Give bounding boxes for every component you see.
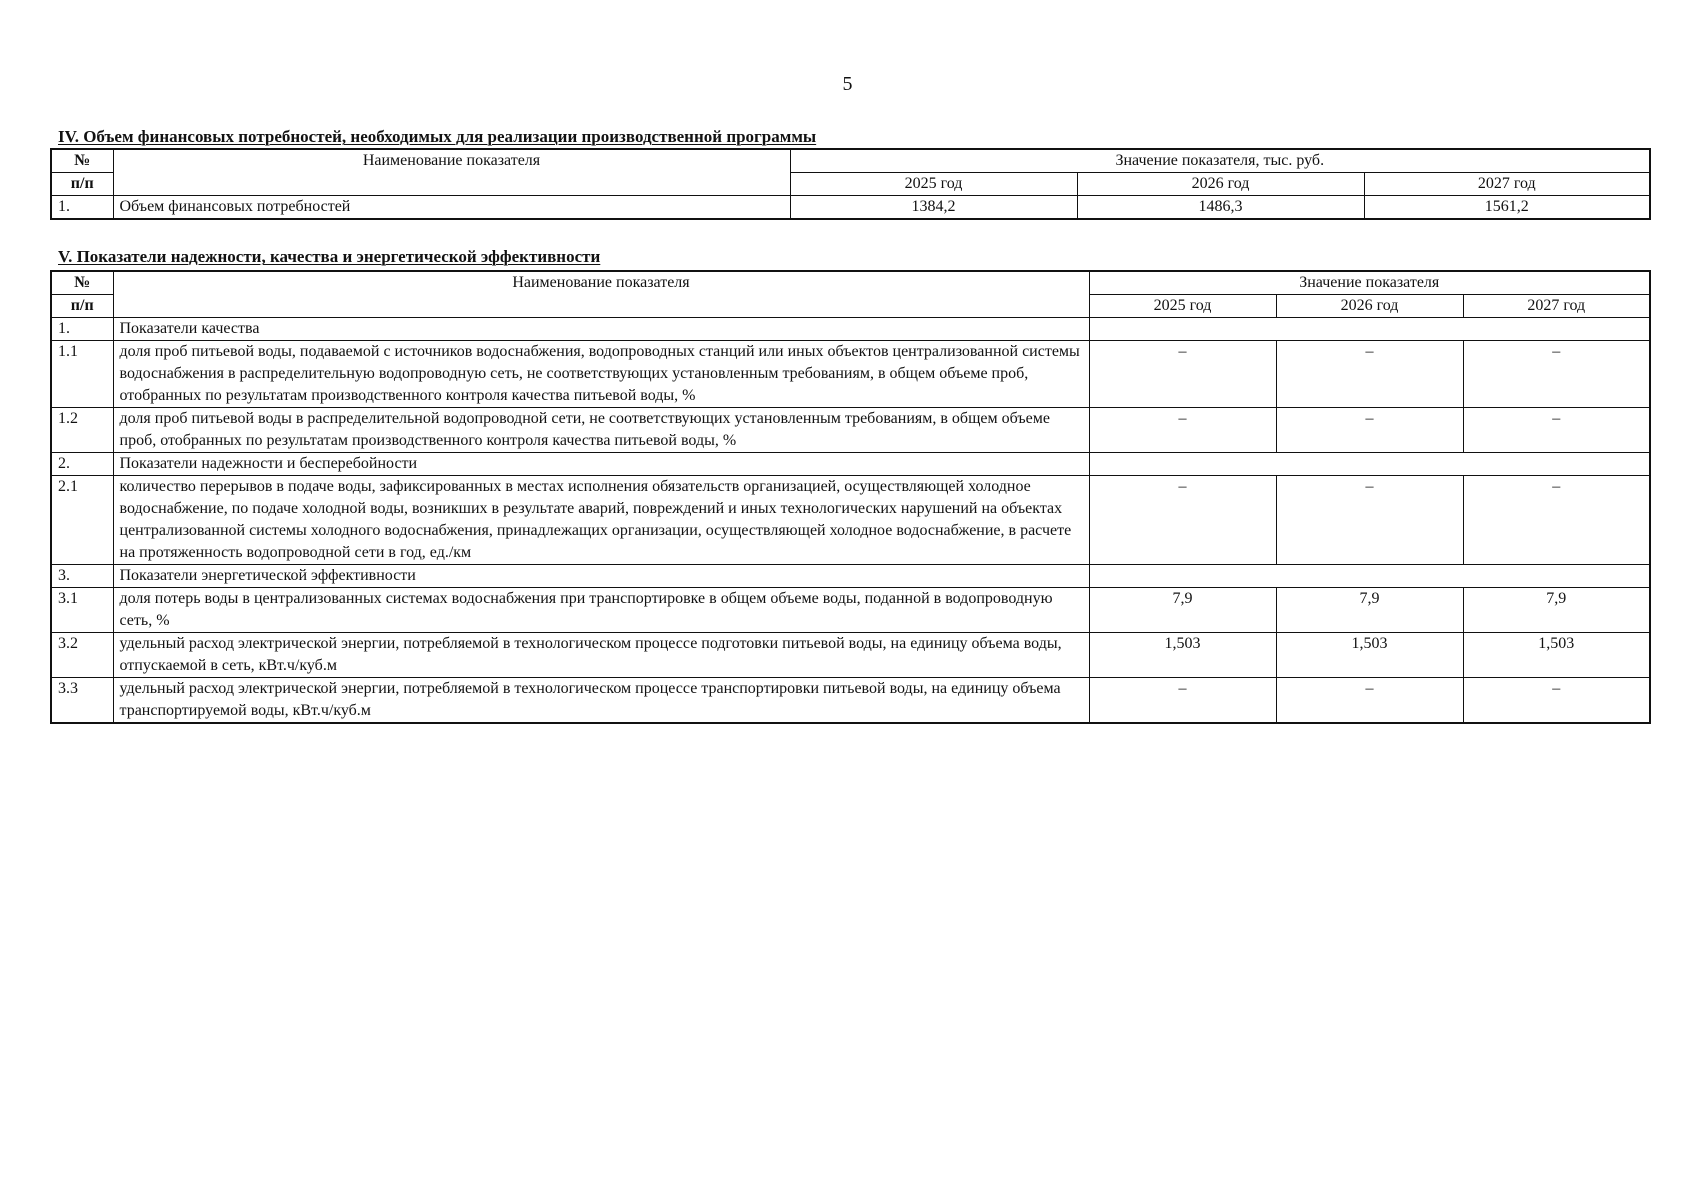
row-number: 2.1 xyxy=(51,476,113,565)
row-values-empty xyxy=(1089,318,1650,341)
table-row xyxy=(51,341,1650,408)
row-value-2027: 7,9 xyxy=(1463,588,1650,633)
table-group-row xyxy=(51,453,1650,476)
header-indicator-name: Наименование показателя xyxy=(113,271,1089,318)
row-number: 3. xyxy=(51,565,113,588)
header-year-2027: 2027 год xyxy=(1463,295,1650,318)
table-group-row xyxy=(51,318,1650,341)
row-indicator-name: доля проб питьевой воды, подаваемой с источников водоснабжения, водопроводных станций или иных объектов централизованной системы водоснабжения в распределительную водопроводную сеть, не соответствующих установленным требованиям, в общем объеме проб, отобранных по результатам производственного контроля качества питьевой воды, % xyxy=(113,341,1089,408)
row-indicator-name: количество перерывов в подаче воды, зафиксированных в местах исполнения обязательств организацией, осуществляющей холодное водоснабжение, по подаче холодной воды, возникших в результате аварий, повреждений и иных технологических нарушений на объектах централизованной системы холодного водоснабжения, принадлежащих организации, осуществляющей холодное водоснабжение, в расчете на протяженность водопроводной сети в год, ед./км xyxy=(113,476,1089,565)
header-number-sub: п/п xyxy=(51,173,113,196)
row-value-2025: 1384,2 xyxy=(790,196,1077,220)
table-row xyxy=(51,408,1650,453)
row-value-2025: 7,9 xyxy=(1089,588,1276,633)
row-indicator-name: доля потерь воды в централизованных системах водоснабжения при транспортировке в общем объеме воды, поданной в водопроводную сеть, % xyxy=(113,588,1089,633)
row-indicator-name: удельный расход электрической энергии, потребляемой в технологическом процессе транспортировки питьевой воды, на единицу объема транспортируемой воды, кВт.ч/куб.м xyxy=(113,678,1089,724)
row-value-2025: – xyxy=(1089,678,1276,724)
header-year-2026: 2026 год xyxy=(1077,173,1364,196)
header-year-2025: 2025 год xyxy=(1089,295,1276,318)
section-5-title: V. Показатели надежности, качества и энергетической эффективности xyxy=(58,247,601,266)
table-header-row xyxy=(51,271,1650,295)
header-year-2025: 2025 год xyxy=(790,173,1077,196)
row-value-2026: 1,503 xyxy=(1276,633,1463,678)
row-value-2026: 7,9 xyxy=(1276,588,1463,633)
row-value-2027: – xyxy=(1463,678,1650,724)
header-year-2027: 2027 год xyxy=(1364,173,1650,196)
header-year-2026: 2026 год xyxy=(1276,295,1463,318)
row-value-2026: – xyxy=(1276,678,1463,724)
row-number: 3.3 xyxy=(51,678,113,724)
row-number: 1. xyxy=(51,318,113,341)
row-indicator-name: Объем финансовых потребностей xyxy=(113,196,790,220)
row-indicator-name: Показатели качества xyxy=(113,318,1089,341)
header-indicator-value: Значение показателя xyxy=(1089,271,1650,295)
table-row xyxy=(51,678,1650,724)
header-number: № xyxy=(51,149,113,173)
row-value-2025: 1,503 xyxy=(1089,633,1276,678)
header-number: № xyxy=(51,271,113,295)
row-number: 2. xyxy=(51,453,113,476)
row-indicator-name: Показатели энергетической эффективности xyxy=(113,565,1089,588)
row-indicator-name: удельный расход электрической энергии, потребляемой в технологическом процессе подготовки питьевой воды, на единицу объема воды, отпускаемой в сеть, кВт.ч/куб.м xyxy=(113,633,1089,678)
financial-needs-table xyxy=(50,148,1651,220)
row-value-2026: – xyxy=(1276,408,1463,453)
row-value-2027: – xyxy=(1463,341,1650,408)
row-value-2027: 1,503 xyxy=(1463,633,1650,678)
row-indicator-name: Показатели надежности и бесперебойности xyxy=(113,453,1089,476)
reliability-quality-efficiency-table xyxy=(50,270,1651,724)
row-value-2026: 1486,3 xyxy=(1077,196,1364,220)
row-indicator-name: доля проб питьевой воды в распределительной водопроводной сети, не соответствующих установленным требованиям, в общем объеме проб, отобранных по результатам производственного контроля качества питьевой воды, % xyxy=(113,408,1089,453)
row-value-2026: – xyxy=(1276,341,1463,408)
row-values-empty xyxy=(1089,565,1650,588)
table-group-row xyxy=(51,565,1650,588)
table-row xyxy=(51,196,1650,220)
row-value-2027: – xyxy=(1463,476,1650,565)
header-indicator-name: Наименование показателя xyxy=(113,149,790,196)
table-header-row xyxy=(51,149,1650,173)
table-row xyxy=(51,476,1650,565)
section-4-title: IV. Объем финансовых потребностей, необходимых для реализации производственной программы xyxy=(58,127,817,146)
table-row xyxy=(51,588,1650,633)
row-value-2027: 1561,2 xyxy=(1364,196,1650,220)
row-value-2025: – xyxy=(1089,408,1276,453)
header-indicator-value: Значение показателя, тыс. руб. xyxy=(790,149,1650,173)
row-value-2026: – xyxy=(1276,476,1463,565)
table-row xyxy=(51,633,1650,678)
row-number: 1.2 xyxy=(51,408,113,453)
row-number: 3.1 xyxy=(51,588,113,633)
row-value-2027: – xyxy=(1463,408,1650,453)
row-values-empty xyxy=(1089,453,1650,476)
row-number: 1. xyxy=(51,196,113,220)
header-number-sub: п/п xyxy=(51,295,113,318)
row-number: 3.2 xyxy=(51,633,113,678)
row-value-2025: – xyxy=(1089,341,1276,408)
row-number: 1.1 xyxy=(51,341,113,408)
row-value-2025: – xyxy=(1089,476,1276,565)
page-number: 5 xyxy=(842,73,853,95)
